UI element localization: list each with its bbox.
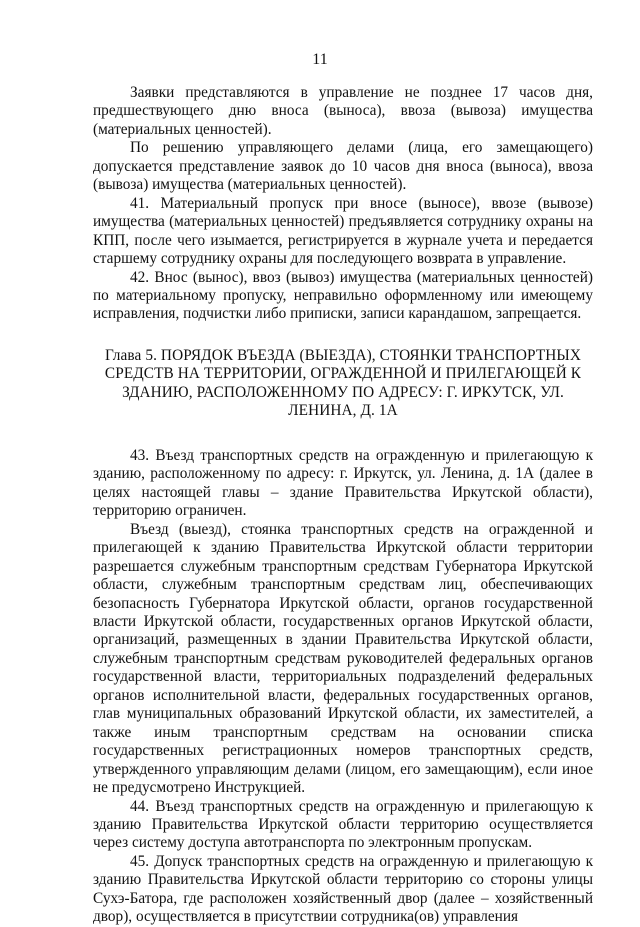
chapter-title: Глава 5. ПОРЯДОК ВЪЕЗДА (ВЫЕЗДА), СТОЯНКИ ТРАНСПОРТНЫХ СРЕДСТВ НА ТЕРРИТОРИИ, ОГРАЖДЕННОЙ И ПРИЛЕГАЮЩЕЙ К ЗДАНИЮ, РАСПОЛОЖЕННОМУ ПО АДРЕСУ: Г. ИРКУТСК, УЛ. ЛЕНИНА, Д. 1А [104,346,582,420]
paragraph-item-44: 44. Въезд транспортных средств на огражденную и прилегающую к зданию Правительства Иркутской области территорию осуществляется через систему доступа автотранспорта по электронным пропускам. [93,797,593,852]
paragraph-item-42: 42. Внос (вынос), ввоз (вывоз) имущества (материальных ценностей) по материальному пропуску, неправильно оформленному или имеющему исправления, подчистки либо приписки, записи карандашом, запрещается. [93,268,593,323]
paragraph-requests-deadline: Заявки представляются в управление не позднее 17 часов дня, предшествующего дню вноса (выноса), ввоза (вывоза) имущества (материальных ценностей). [93,84,593,138]
paragraph-item-41: 41. Материальный пропуск при вносе (выносе), ввозе (вывозе) имущества (материальных ценностей) предъявляется сотруднику охраны на КПП, после чего изымается, регистрируется в журнале учета и передается старшему сотруднику охраны для последующего возврата в управление. [93,194,593,268]
document-body [93,84,593,927]
paragraph-requests-exception: По решению управляющего делами (лица, его замещающего) допускается представление заявок до 10 часов дня вноса (выноса), ввоза (вывоза) имущества (материальных ценностей). [93,139,593,194]
page-number: 11 [312,51,328,68]
paragraph-item-45: 45. Допуск транспортных средств на огражденную и прилегающую к зданию Правительства Иркутской области территорию со стороны улицы Сухэ-Батора, где расположен хозяйственный двор (далее – хозяйственный двор), осуществляется в присутствии сотрудника(ов) управления [93,852,593,926]
paragraph-entry-permission: Въезд (выезд), стоянка транспортных средств на огражденной и прилегающей к зданию Правительства Иркутской области территории разрешается служебным транспортным средствам Губернатора Иркутской области, служебным транспортным средствам лиц, обеспечивающих безопасность Губернатора Иркутской области, органов государственной власти Иркутской области, государственных органов Иркутской области, организаций, размещенных в здании Правительства Иркутской области, служебным транспортным средствам руководителей федеральных органов государственной власти, территориальных подразделений федеральных органов исполнительной власти, федеральных государственных органов, глав муниципальных образований Иркутской области, их заместителей, а также иным транспортным средствам на основании списка государственных регистрационных номеров транспортных средств, утвержденного управляющим делами (лицом, его замещающим), если иное не предусмотрено Инструкцией. [93,520,593,797]
paragraph-item-43: 43. Въезд транспортных средств на огражденную и прилегающую к зданию, расположенному по адресу: г. Иркутск, ул. Ленина, д. 1А (далее в целях настоящей главы – здание Правительства Иркутской области), территорию ограничен. [93,446,593,520]
